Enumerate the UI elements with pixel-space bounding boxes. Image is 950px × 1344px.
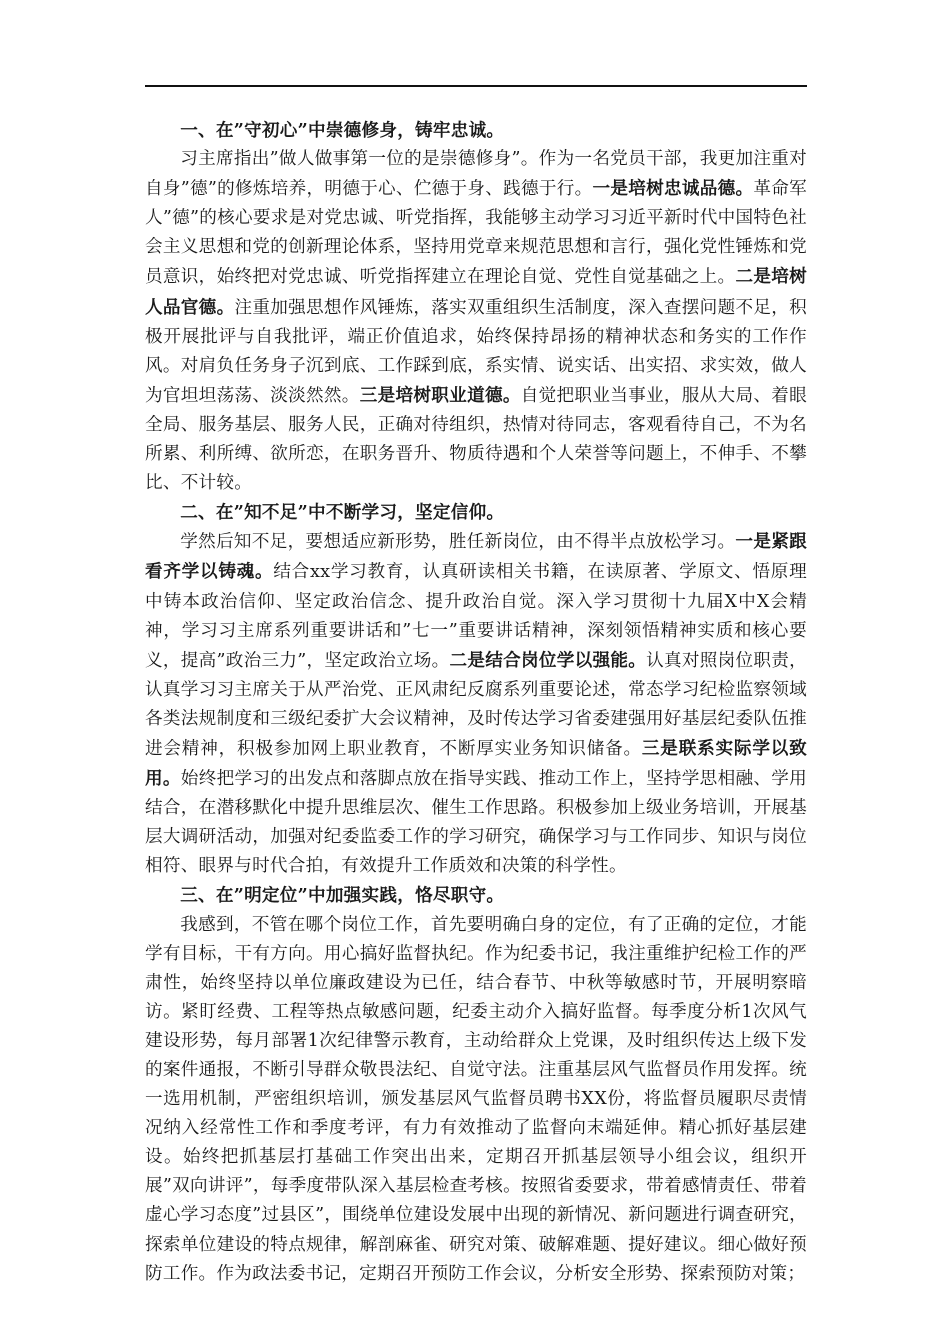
- bold-point: 三是培树职业道德。: [359, 384, 521, 406]
- bold-point: 三是联系实际学以致用。: [145, 737, 807, 790]
- bold-point: 二是结合岗位学以强能。: [449, 649, 647, 671]
- paragraph-text: 习主席指出”做人做事第一位的是崇德修身”。作为一名党员干部，我更加注重对自身”德”的修炼培养，明德于心、伫德于身、践德于行。: [145, 149, 807, 200]
- paragraph-text: 自觉把职业当事业，服从大局、着眼全局、服务基层、服务人民，正确对待组织，热情对待同志，客观看待自己，不为名所累、利所缚、欲所恋，在职务晋升、物质待遇和个人荣誉等问题上，不伸手、不攀比、不计较。: [145, 385, 807, 494]
- bold-point: 二是培树人品官德。: [145, 266, 807, 318]
- document-body: [145, 116, 807, 1289]
- paragraph-text: 革命军人”德”的核心要求是对党忠诚、听党指挥，我能够主动学习习近平新时代中国特色社会主义思想和党的创新理论体系，坚持用党章来规范思想和言行，强化党性锤炼和党员意识，始终把对党忠诚、听党指挥建立在理论自觉、党性自觉基础之上。: [145, 179, 807, 288]
- section-paragraph-1: [145, 145, 807, 498]
- paragraph-text: 我感到，不管在哪个岗位工作，首先要明确白身的定位，有了正确的定位，才能学有目标，干有方向。用心搞好监督执纪。作为纪委书记，我注重维护纪检工作的严肃性，始终坚持以单位廉政建设为已任，结合春节、中秋等敏感时节，开展明察暗访。紧盯经费、工程等热点敏感问题，纪委主动介入搞好监督。每季度分析1次风气建设形势，每月部署1次纪律警示教育，主动给群众上党课，及时组织传达上级下发的案件通报，不断引导群众敬畏法纪、自觉守法。注重基层风气监督员作用发挥。统一选用机制，严密组织培训，颁发基层风气监督员聘书XX份，将监督员履职尽责情况纳入经常性工作和季度考评，有力有效推动了监督向末端延伸。精心抓好基层建设。始终把抓基层打基础工作突出出来，定期召开抓基层领导小组会议，组织开展”双向讲评”，每季度带队深入基层检查考核。按照省委要求，带着感情责任、带着虚心学习态度”过县区”，围绕单位建设发展中出现的新情况、新问题进行调查研究，探索单位建设的特点规律，解剖麻雀、研究对策、破解难题、提好建议。细心做好预防工作。作为政法委书记，定期召开预防工作会议，分析安全形势、探索预防对策；: [145, 914, 807, 1284]
- section-heading-2: 二、在”知不足”中不断学习，坚定信仰。: [180, 502, 505, 524]
- paragraph-text: 结合xx学习教育，认真研读相关书籍，在读原著、学原文、悟原理中铸本政治信仰、坚定政治信念、提升政治自觉。深入学习贯彻十九届X中X会精神，学习习主席系列重要讲话和”七一”重要讲话精神，深刻领悟精神实质和核心要义，提高”政治三力”，坚定政治立场。: [145, 562, 807, 671]
- section-heading-3: 三、在”明定位”中加强实践，恪尽职守。: [180, 885, 505, 907]
- section-paragraph-3: [145, 911, 807, 1289]
- bold-point: 一是紧跟看齐学以铸魂。: [145, 531, 807, 583]
- paragraph-text: 学然后知不足，要想适应新形势，胜任新岗位，由不得半点放松学习。: [180, 532, 736, 553]
- paragraph-text: 认真对照岗位职责，认真学习习主席关于从严治党、正风肃纪反腐系列重要论述，常态学习纪检监察领域各类法规制度和三级纪委扩大会议精神，及时传达学习省委建强用好基层纪委队伍推进会精神，积极参加网上职业教育，不断厚实业务知识储备。: [145, 650, 807, 759]
- section-heading-1: 一、在”守初心”中崇德修身，铸牢忠诚。: [180, 120, 505, 141]
- header-rule: [145, 85, 807, 87]
- paragraph-text: 注重加强思想作风锤炼，落实双重组织生活制度，深入查摆问题不足，积极开展批评与自我批评，端正价值追求，始终保持昂扬的精神状态和务实的工作作风。对肩负任务身子沉到底、工作踩到底，系实情、说实话、出实招、求实效，做人为官坦坦荡荡、淡淡然然。: [145, 297, 807, 406]
- section-paragraph-2: [145, 527, 807, 881]
- paragraph-text: 始终把学习的出发点和落脚点放在指导实践、推动工作上，坚持学思相融、学用结合，在潜移默化中提升思维层次、催生工作思路。积极参加上级业务培训，开展基层大调研活动，加强对纪委监委工作的学习研究，确保学习与工作同步、知识与岗位相符、眼界与时代合拍，有效提升工作质效和决策的科学性。: [145, 769, 807, 877]
- bold-point: 一是培树忠诚品德。: [592, 178, 754, 200]
